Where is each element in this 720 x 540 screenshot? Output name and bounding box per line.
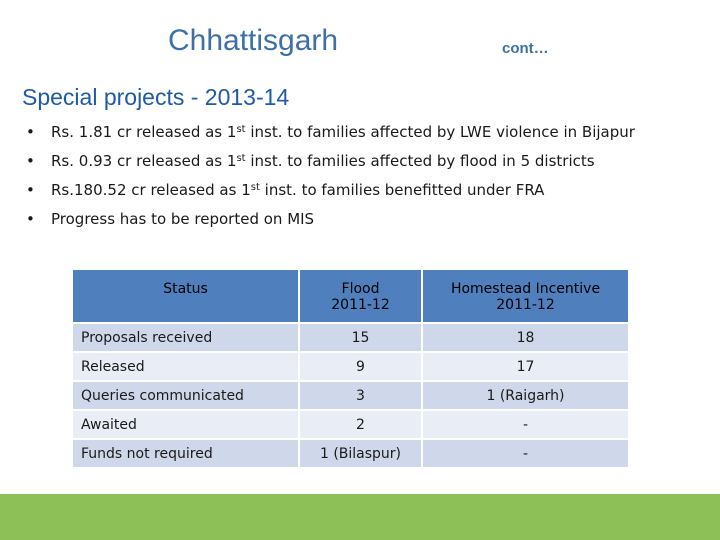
section-subtitle: Special projects - 2013-14: [22, 84, 290, 110]
cell-homestead: 1 (Raigarh): [423, 382, 630, 411]
header-status: Status: [73, 270, 300, 324]
cell-homestead: -: [423, 440, 630, 469]
cell-homestead: 18: [423, 324, 630, 353]
cell-flood: 1 (Bilaspur): [300, 440, 423, 469]
table-row: [73, 440, 630, 469]
cell-homestead: 17: [423, 353, 630, 382]
footer-accent-bar: [0, 494, 720, 540]
table-row: [73, 411, 630, 440]
cell-status: Funds not required: [73, 440, 300, 469]
bullet-dot: •: [26, 210, 35, 228]
slide-title: Chhattisgarh: [168, 24, 339, 57]
cell-status: Queries communicated: [73, 382, 300, 411]
cell-status: Awaited: [73, 411, 300, 440]
table-row: [73, 324, 630, 353]
bullet-dot: •: [26, 181, 35, 199]
bullet-dot: •: [26, 123, 35, 141]
status-table: [73, 270, 630, 469]
bullet-item: • Progress has to be reported on MIS: [26, 210, 315, 228]
cell-flood: 9: [300, 353, 423, 382]
cell-homestead: -: [423, 411, 630, 440]
cell-flood: 3: [300, 382, 423, 411]
cell-status: Proposals received: [73, 324, 300, 353]
cell-status: Released: [73, 353, 300, 382]
bullet-item: • Rs.180.52 cr released as 1st inst. to families benefitted under FRA: [26, 181, 545, 199]
bullet-list: [22, 122, 662, 238]
table-row: [73, 382, 630, 411]
bullet-dot: •: [26, 152, 35, 170]
cell-flood: 2: [300, 411, 423, 440]
cell-flood: 15: [300, 324, 423, 353]
bullet-item: • Rs. 1.81 cr released as 1st inst. to families affected by LWE violence in Bijapur: [26, 123, 635, 141]
continued-label: cont…: [502, 40, 549, 57]
header-homestead: Homestead Incentive 2011-12: [423, 270, 630, 324]
table-header-row: [73, 270, 630, 324]
bullet-item: • Rs. 0.93 cr released as 1st inst. to families affected by flood in 5 districts: [26, 152, 595, 170]
header-flood: Flood 2011-12: [300, 270, 423, 324]
table-row: [73, 353, 630, 382]
